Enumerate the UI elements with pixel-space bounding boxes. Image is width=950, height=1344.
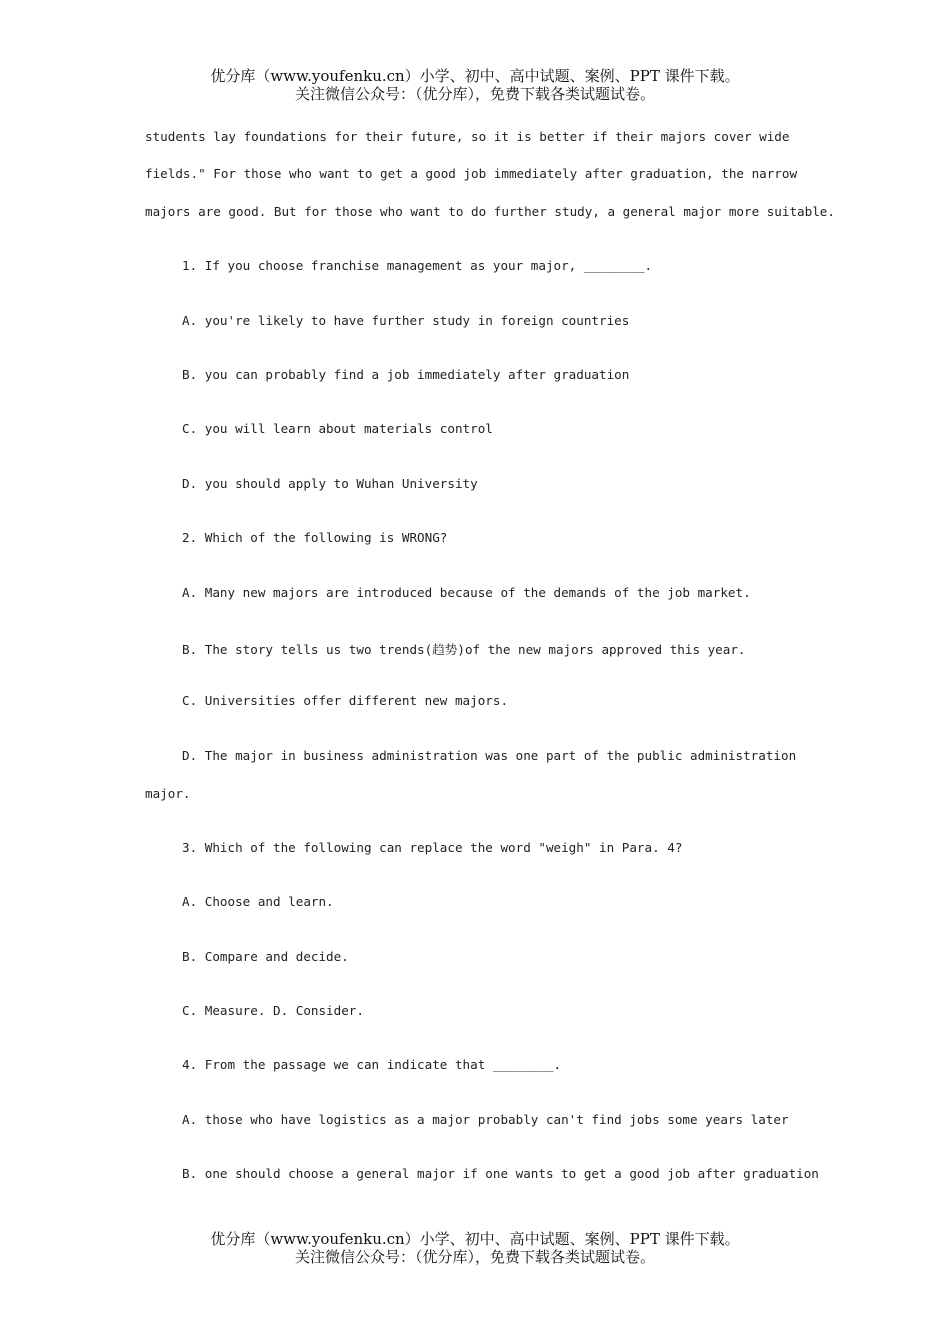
passage-line: students lay foundations for their future, so it is better if their majors cover wide [145, 129, 790, 144]
question-3-stem: 3. Which of the following can replace the word "weigh" in Para. 4? [182, 840, 683, 855]
question-1-option-a: A. you're likely to have further study in foreign countries [182, 313, 630, 328]
page-footer [0, 1230, 950, 1266]
question-1-option-b: B. you can probably find a job immediately after graduation [182, 367, 630, 382]
question-2-option-c: C. Universities offer different new majors. [182, 693, 509, 708]
question-4-option-a: A. those who have logistics as a major probably can't find jobs some years later [182, 1112, 789, 1127]
question-1-stem: 1. If you choose franchise management as your major, ________. [182, 258, 653, 273]
header-line-2: 关注微信公众号：（优分库），免费下载各类试题试卷。 [294, 85, 655, 103]
question-4-option-b: B. one should choose a general major if one wants to get a good job after graduation [182, 1166, 819, 1181]
header-line-1: 优分库（www.youfenku.cn）小学、初中、高中试题、案例、PPT 课件下载。 [210, 67, 740, 85]
page-header [0, 67, 950, 103]
question-3-option-b: B. Compare and decide. [182, 949, 349, 964]
footer-line-1: 优分库（www.youfenku.cn）小学、初中、高中试题、案例、PPT 课件下载。 [210, 1230, 740, 1248]
question-3-option-a: A. Choose and learn. [182, 894, 334, 909]
question-2-option-a: A. Many new majors are introduced because of the demands of the job market. [182, 585, 751, 600]
question-2-stem: 2. Which of the following is WRONG? [182, 530, 448, 545]
question-2-option-d-continuation: major. [145, 786, 191, 801]
question-4-stem: 4. From the passage we can indicate that ________. [182, 1057, 562, 1072]
passage-line: fields." For those who want to get a good job immediately after graduation, the narrow [145, 166, 798, 181]
question-3-option-cd: C. Measure. D. Consider. [182, 1003, 364, 1018]
question-2-option-b: B. The story tells us two trends(趋势)of the new majors approved this year. [182, 642, 746, 657]
question-1-option-c: C. you will learn about materials control [182, 421, 493, 436]
footer-line-2: 关注微信公众号：（优分库），免费下载各类试题试卷。 [294, 1248, 655, 1266]
question-1-option-d: D. you should apply to Wuhan University [182, 476, 478, 491]
question-2-option-d: D. The major in business administration was one part of the public administration [182, 748, 797, 763]
passage-line: majors are good. But for those who want to do further study, a general major more suitable. [145, 204, 835, 219]
